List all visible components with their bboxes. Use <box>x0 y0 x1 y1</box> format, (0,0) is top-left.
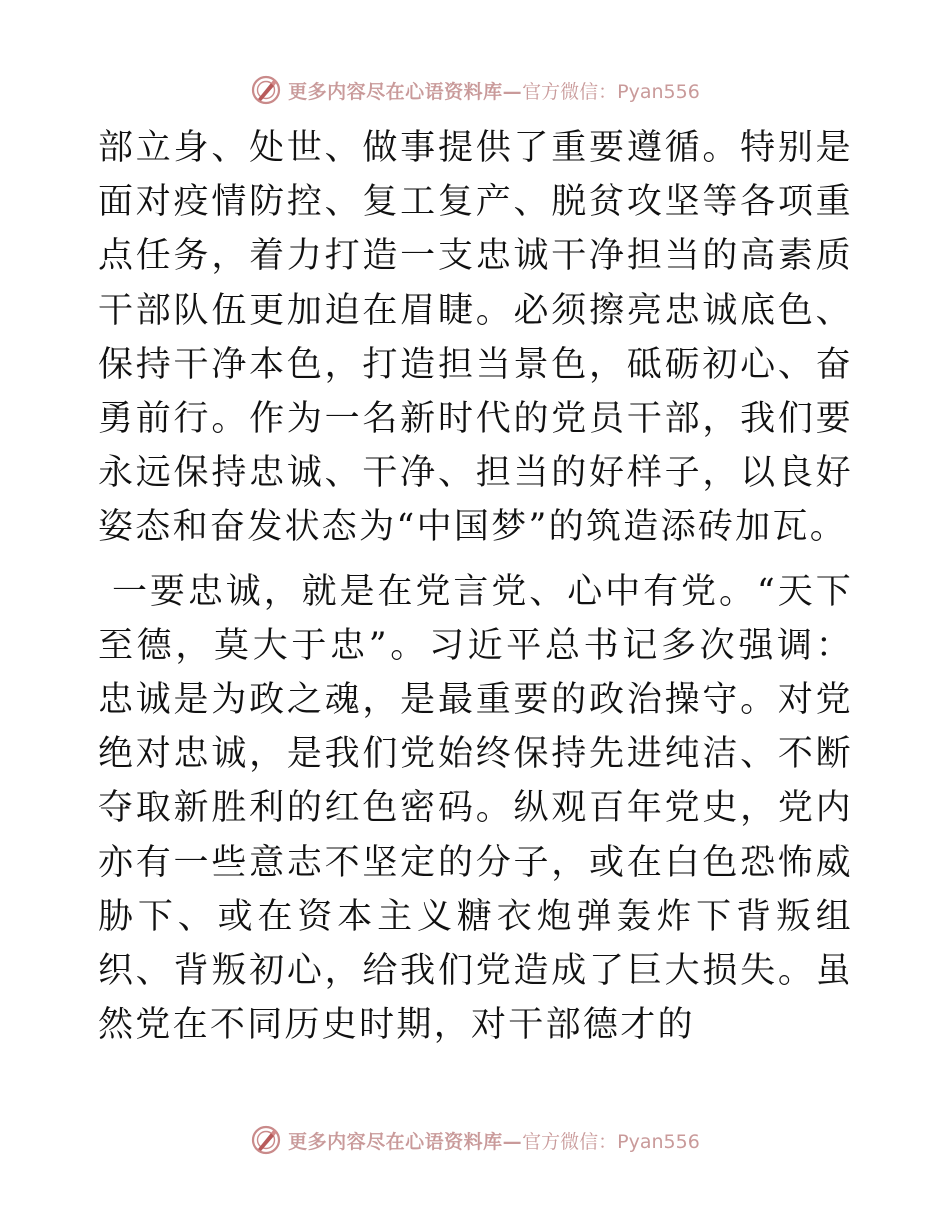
header-watermark <box>0 70 950 110</box>
pen-logo-icon <box>250 1124 282 1156</box>
watermark-text: 更多内容尽在心语资料库— <box>288 80 523 103</box>
pen-logo-icon <box>250 74 282 106</box>
watermark-contact: 官方微信：Pyan556 <box>522 80 700 103</box>
watermark-contact: 官方微信：Pyan556 <box>522 1130 700 1153</box>
footer-watermark <box>0 1120 950 1160</box>
document-body <box>98 121 853 1052</box>
paragraph-1: 部立身、处世、做事提供了重要遵循。特别是面对疫情防控、复工复产、脱贫攻坚等各项重点任务，着力打造一支忠诚干净担当的高素质干部队伍更加迫在眉睫。必须擦亮忠诚底色、保持干净本色，打造担当景色，砥砺初心、奋勇前行。作为一名新时代的党员干部，我们要永远保持忠诚、干净、担当的好样子，以良好姿态和奋发状态为“中国梦”的筑造添砖加瓦。 <box>98 128 853 548</box>
paragraph-2: 一要忠诚，就是在党言党、心中有党。“天下至德，莫大于忠”。习近平总书记多次强调：忠诚是为政之魂，是最重要的政治操守。对党绝对忠诚，是我们党始终保持先进纯洁、不断夺取新胜利的红色密码。纵观百年党史，党内亦有一些意志不坚定的分子，或在白色恐怖威胁下、或在资本主义糖衣炮弹轰炸下背叛组织、背叛初心，给我们党造成了巨大损失。虽然党在不同历史时期，对干部德才的 <box>98 571 853 1046</box>
watermark-text: 更多内容尽在心语资料库— <box>288 1130 523 1153</box>
